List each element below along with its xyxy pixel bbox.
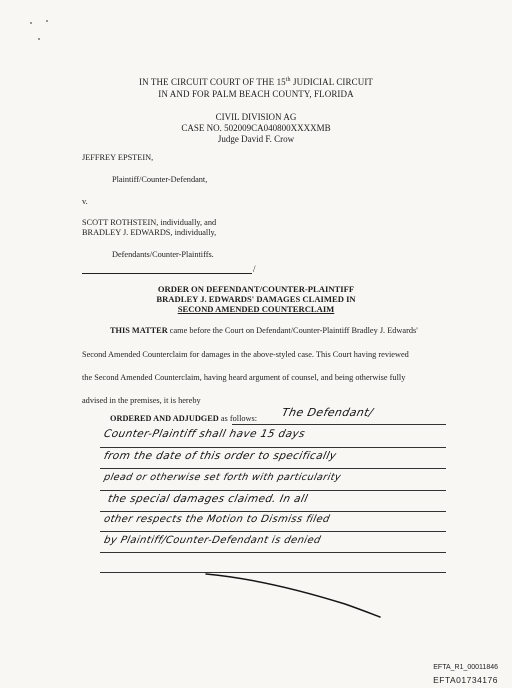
order-title: ORDER ON DEFENDANT/COUNTER-PLAINTIFF BRADLEY J. EDWARDS' DAMAGES CLAIMED IN SECOND AMENDED COUNTERCLAIM — [156, 284, 356, 314]
civil-division: CIVIL DIVISION AG — [215, 112, 297, 122]
defendant-role: Defendants/Counter-Plaintiffs. — [112, 250, 214, 259]
defendant-line-1: SCOTT ROTHSTEIN, individually, and — [82, 218, 217, 227]
handwritten-line-5: the special damages claimed. In all — [106, 493, 309, 505]
handwritten-line-7: by Plaintiff/Counter-Defendant is denied — [102, 535, 322, 546]
body-line-4: advised in the premises, it is hereby — [82, 396, 201, 405]
court-line-2: IN AND FOR PALM BEACH COUNTY, FLORIDA — [158, 89, 354, 99]
ordered-line: ORDERED AND ADJUDGED as follows: — [110, 414, 258, 423]
handwritten-line-3: from the date of this order to specifically — [102, 450, 338, 462]
defendant-line-2: BRADLEY J. EDWARDS, individually, — [82, 228, 217, 237]
versus: v. — [82, 197, 88, 206]
court-line-1: IN THE CIRCUIT COURT OF THE 15th JUDICIAL CIRCUIT — [138, 77, 374, 87]
body-line-3: the Second Amended Counterclaim, having heard argument of counsel, and being otherwise fully — [82, 373, 406, 382]
caption-slash: / — [253, 264, 256, 274]
judge-name: Judge David F. Crow — [217, 134, 295, 144]
handwritten-line-2: Counter-Plaintiff shall have 15 days — [102, 428, 307, 440]
bates-number-2: EFTA01734176 — [433, 675, 498, 685]
handwritten-line-6: other respects the Motion to Dismiss filed — [102, 514, 331, 525]
handwritten-line-1: The Defendant/ — [280, 406, 375, 419]
case-number: CASE NO. 502009CA040800XXXXMB — [181, 123, 331, 133]
plaintiff-role: Plaintiff/Counter-Defendant, — [112, 175, 208, 184]
body-line-1: THIS MATTER came before the Court on Defendant/Counter-Plaintiff Bradley J. Edwards' — [110, 326, 418, 335]
body-line-2: Second Amended Counterclaim for damages in the above-styled case. This Court having reviewed — [82, 350, 409, 359]
plaintiff-name: JEFFREY EPSTEIN, — [82, 153, 154, 162]
handwritten-line-4: plead or otherwise set forth with particularity — [102, 472, 343, 483]
bates-number-1: EFTA_R1_00011846 — [433, 664, 498, 671]
